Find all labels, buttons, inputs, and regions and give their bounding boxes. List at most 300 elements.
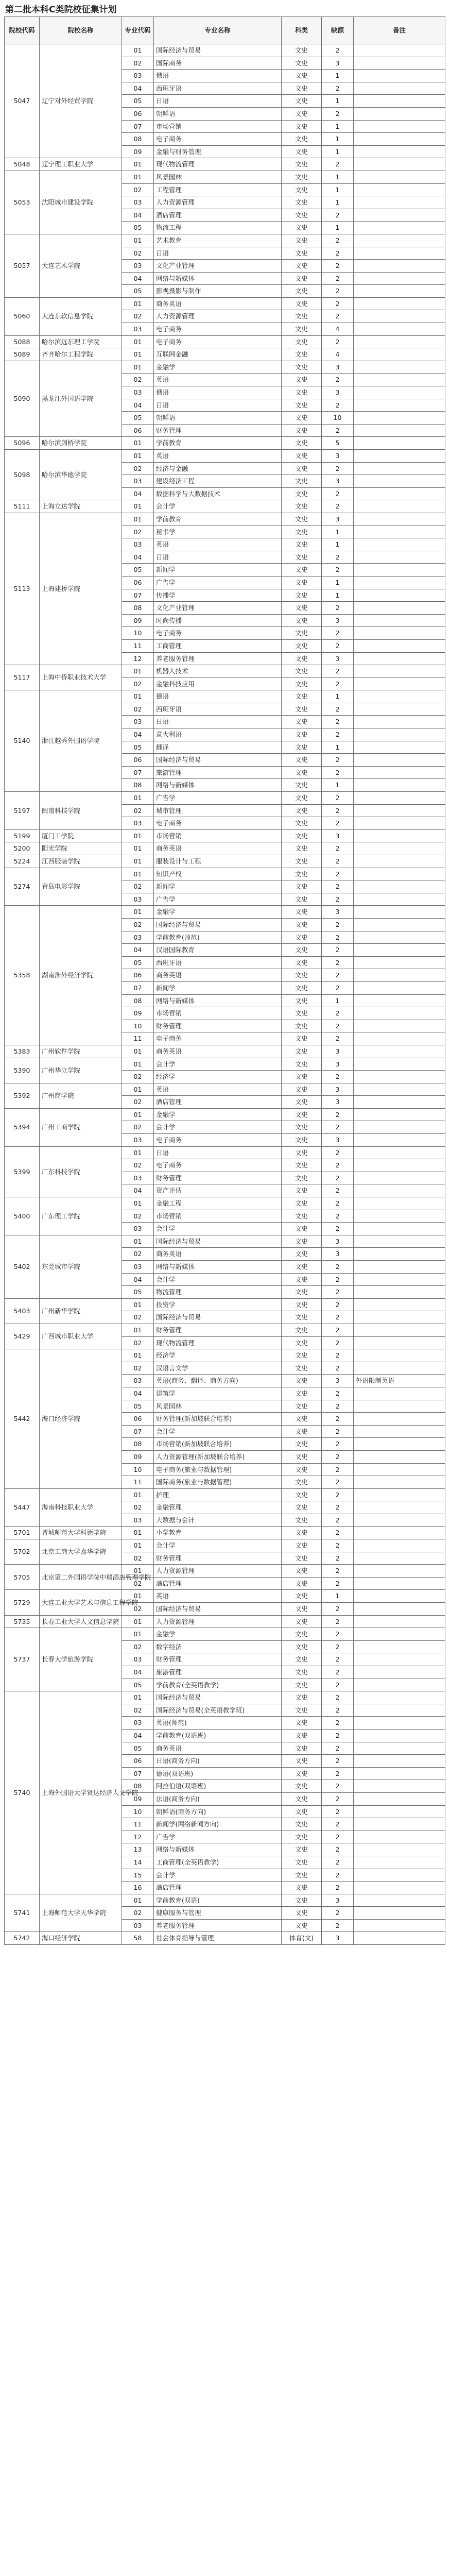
major-name-cell: 日语 — [154, 716, 282, 728]
vacancy-cell: 2 — [322, 918, 354, 931]
category-cell: 文史 — [282, 120, 322, 133]
major-code-cell: 07 — [122, 589, 154, 602]
table-row — [5, 297, 445, 310]
note-cell — [354, 1653, 445, 1666]
major-code-cell: 06 — [122, 576, 154, 589]
vacancy-cell: 2 — [322, 703, 354, 716]
major-code-cell: 01 — [122, 690, 154, 703]
vacancy-cell: 2 — [322, 627, 354, 640]
category-cell: 文史 — [282, 1894, 322, 1907]
note-cell — [354, 1729, 445, 1742]
vacancy-cell: 2 — [322, 1425, 354, 1438]
note-cell — [354, 1286, 445, 1299]
school-name-cell: 长春大学旅游学院 — [40, 1628, 122, 1691]
note-cell — [354, 1235, 445, 1248]
vacancy-cell: 2 — [322, 1324, 354, 1336]
school-name-cell: 长春工业大学人文信息学院 — [40, 1615, 122, 1628]
note-cell — [354, 57, 445, 70]
note-cell — [354, 1717, 445, 1730]
major-code-cell: 03 — [122, 1653, 154, 1666]
school-name-cell: 辽宁对外经贸学院 — [40, 44, 122, 158]
table-row — [5, 1349, 445, 1362]
major-code-cell: 01 — [122, 1628, 154, 1641]
major-name-cell: 商务英语 — [154, 297, 282, 310]
major-code-cell: 01 — [122, 450, 154, 463]
vacancy-cell: 2 — [322, 1501, 354, 1514]
note-cell — [354, 1932, 445, 1945]
school-name-cell: 北京工商大学嘉华学院 — [40, 1539, 122, 1565]
table-row — [5, 1083, 445, 1096]
major-name-cell: 广告学 — [154, 576, 282, 589]
category-cell: 文史 — [282, 361, 322, 374]
note-cell — [354, 1907, 445, 1920]
note-cell — [354, 1552, 445, 1565]
note-cell — [354, 361, 445, 374]
note-cell — [354, 690, 445, 703]
table-row — [5, 792, 445, 805]
category-cell: 文史 — [282, 614, 322, 627]
category-cell: 文史 — [282, 1767, 322, 1780]
category-cell: 文史 — [282, 956, 322, 969]
major-name-cell: 服装设计与工程 — [154, 855, 282, 868]
vacancy-cell: 2 — [322, 880, 354, 893]
major-code-cell: 01 — [122, 842, 154, 855]
major-name-cell: 酒店管理 — [154, 1096, 282, 1109]
vacancy-cell: 1 — [322, 95, 354, 108]
vacancy-cell: 2 — [322, 677, 354, 690]
major-code-cell: 02 — [122, 1907, 154, 1920]
table-row — [5, 1298, 445, 1311]
major-code-cell: 07 — [122, 766, 154, 779]
category-cell: 文史 — [282, 297, 322, 310]
note-cell — [354, 107, 445, 120]
major-name-cell: 风景园林 — [154, 171, 282, 183]
vacancy-cell: 2 — [322, 1336, 354, 1349]
major-code-cell: 01 — [122, 1539, 154, 1552]
note-cell — [354, 374, 445, 386]
major-name-cell: 德语 — [154, 690, 282, 703]
major-code-cell: 12 — [122, 652, 154, 665]
category-cell: 文史 — [282, 260, 322, 273]
note-cell — [354, 1628, 445, 1641]
category-cell: 文史 — [282, 677, 322, 690]
table-row — [5, 1539, 445, 1552]
category-cell: 文史 — [282, 754, 322, 767]
note-cell — [354, 526, 445, 538]
note-cell — [354, 1096, 445, 1109]
note-cell — [354, 551, 445, 564]
major-code-cell: 03 — [122, 1919, 154, 1932]
note-cell — [354, 792, 445, 805]
vacancy-cell: 2 — [322, 158, 354, 171]
table-row — [5, 1488, 445, 1501]
category-cell: 文史 — [282, 1387, 322, 1400]
category-cell: 文史 — [282, 944, 322, 957]
school-name-cell: 大连艺术学院 — [40, 234, 122, 297]
vacancy-cell: 2 — [322, 1919, 354, 1932]
major-name-cell: 国际商务 — [154, 57, 282, 70]
category-cell: 文史 — [282, 1882, 322, 1894]
school-name-cell: 上海师范大学天华学院 — [40, 1894, 122, 1932]
vacancy-cell: 2 — [322, 1121, 354, 1134]
category-cell: 文史 — [282, 171, 322, 183]
major-name-cell: 人力资源管理(新加坡联合培养) — [154, 1450, 282, 1463]
note-cell — [354, 1210, 445, 1223]
note-cell — [354, 323, 445, 336]
note-cell — [354, 1298, 445, 1311]
major-code-cell: 03 — [122, 538, 154, 551]
vacancy-cell: 2 — [322, 297, 354, 310]
vacancy-cell: 5 — [322, 437, 354, 450]
note-cell — [354, 1071, 445, 1083]
note-cell — [354, 487, 445, 500]
category-cell: 文史 — [282, 1704, 322, 1717]
major-code-cell: 10 — [122, 627, 154, 640]
vacancy-cell: 2 — [322, 1767, 354, 1780]
school-name-cell: 海口经济学院 — [40, 1349, 122, 1489]
vacancy-cell: 3 — [322, 1248, 354, 1261]
vacancy-cell: 2 — [322, 551, 354, 564]
note-cell — [354, 817, 445, 830]
note-cell — [354, 1223, 445, 1235]
major-code-cell: 03 — [122, 1134, 154, 1147]
major-code-cell: 11 — [122, 1032, 154, 1045]
major-code-cell: 01 — [122, 513, 154, 526]
school-name-cell: 辽宁理工职业大学 — [40, 158, 122, 171]
category-cell: 文史 — [282, 1197, 322, 1210]
vacancy-cell: 3 — [322, 57, 354, 70]
major-name-cell: 数据科学与大数据技术 — [154, 487, 282, 500]
major-name-cell: 电子商务 — [154, 627, 282, 640]
note-cell — [354, 1045, 445, 1058]
major-name-cell: 护理 — [154, 1488, 282, 1501]
school-name-cell: 沈阳城市建设学院 — [40, 171, 122, 234]
note-cell — [354, 158, 445, 171]
vacancy-cell: 1 — [322, 526, 354, 538]
vacancy-cell: 2 — [322, 792, 354, 805]
major-name-cell: 现代物流管理 — [154, 1336, 282, 1349]
school-name-cell: 哈尔滨华德学院 — [40, 450, 122, 500]
school-code-cell: 5200 — [5, 842, 40, 855]
major-code-cell: 02 — [122, 526, 154, 538]
school-code-cell: 5274 — [5, 868, 40, 906]
major-code-cell: 01 — [122, 1894, 154, 1907]
category-cell: 文史 — [282, 437, 322, 450]
vacancy-cell: 2 — [322, 1831, 354, 1843]
note-cell — [354, 1438, 445, 1451]
major-name-cell: 会计学 — [154, 1058, 282, 1071]
major-code-cell: 09 — [122, 1450, 154, 1463]
vacancy-cell: 2 — [322, 665, 354, 678]
major-code-cell: 05 — [122, 1400, 154, 1413]
note-cell — [354, 1362, 445, 1375]
major-name-cell: 新闻学 — [154, 564, 282, 577]
major-name-cell: 日语 — [154, 399, 282, 412]
school-code-cell: 5199 — [5, 829, 40, 842]
major-name-cell: 会计学 — [154, 1121, 282, 1134]
category-cell: 文史 — [282, 222, 322, 234]
category-cell: 文史 — [282, 1248, 322, 1261]
vacancy-cell: 2 — [322, 1818, 354, 1831]
vacancy-cell: 2 — [322, 766, 354, 779]
major-code-cell: 05 — [122, 1742, 154, 1755]
major-code-cell: 01 — [122, 1349, 154, 1362]
category-cell: 文史 — [282, 1261, 322, 1274]
category-cell: 文史 — [282, 1096, 322, 1109]
major-name-cell: 电子商务 — [154, 1159, 282, 1172]
note-cell — [354, 1691, 445, 1704]
note-cell — [354, 956, 445, 969]
note-cell — [354, 348, 445, 361]
major-code-cell: 02 — [122, 1096, 154, 1109]
vacancy-cell: 1 — [322, 183, 354, 196]
note-cell — [354, 145, 445, 158]
vacancy-cell: 3 — [322, 829, 354, 842]
table-row — [5, 171, 445, 183]
table-row — [5, 44, 445, 57]
major-name-cell: 广告学 — [154, 1831, 282, 1843]
note-cell — [354, 1603, 445, 1616]
vacancy-cell: 2 — [322, 1032, 354, 1045]
major-name-cell: 日语 — [154, 551, 282, 564]
major-code-cell: 01 — [122, 500, 154, 513]
school-name-cell: 广州工商学院 — [40, 1108, 122, 1146]
school-code-cell: 5197 — [5, 792, 40, 830]
table-row — [5, 842, 445, 855]
vacancy-cell: 2 — [322, 564, 354, 577]
category-cell: 文史 — [282, 335, 322, 348]
school-code-cell: 5442 — [5, 1349, 40, 1489]
table-row — [5, 450, 445, 463]
vacancy-cell: 3 — [322, 450, 354, 463]
major-name-cell: 电子商务 — [154, 817, 282, 830]
note-cell — [354, 183, 445, 196]
vacancy-cell: 2 — [322, 1653, 354, 1666]
vacancy-cell: 2 — [322, 1640, 354, 1653]
school-name-cell: 齐齐哈尔工程学院 — [40, 348, 122, 361]
school-name-cell: 海口经济学院 — [40, 1932, 122, 1945]
vacancy-cell: 2 — [322, 1666, 354, 1679]
header-major-name: 专业名称 — [154, 17, 282, 44]
major-name-cell: 会计学 — [154, 1539, 282, 1552]
vacancy-cell: 2 — [322, 817, 354, 830]
school-code-cell: 5090 — [5, 361, 40, 437]
note-cell — [354, 677, 445, 690]
major-name-cell: 英语 — [154, 450, 282, 463]
major-code-cell: 04 — [122, 728, 154, 741]
category-cell: 文史 — [282, 1311, 322, 1324]
major-name-cell: 电子商务 — [154, 323, 282, 336]
category-cell: 文史 — [282, 1108, 322, 1121]
category-cell: 文史 — [282, 386, 322, 399]
table-row — [5, 1045, 445, 1058]
category-cell: 文史 — [282, 1032, 322, 1045]
vacancy-cell: 2 — [322, 956, 354, 969]
school-code-cell: 5113 — [5, 513, 40, 665]
vacancy-cell: 1 — [322, 779, 354, 792]
category-cell: 文史 — [282, 1286, 322, 1299]
vacancy-cell: 2 — [322, 1197, 354, 1210]
vacancy-cell: 2 — [322, 1603, 354, 1616]
major-name-cell: 人力资源管理 — [154, 310, 282, 323]
vacancy-cell: 2 — [322, 1020, 354, 1032]
major-name-cell: 国际经济与贸易 — [154, 918, 282, 931]
category-cell: 文史 — [282, 475, 322, 488]
vacancy-cell: 3 — [322, 1096, 354, 1109]
vacancy-cell: 2 — [322, 969, 354, 982]
major-code-cell: 01 — [122, 1146, 154, 1159]
major-name-cell: 学前教育(全英语教学) — [154, 1679, 282, 1691]
vacancy-cell: 3 — [322, 1134, 354, 1147]
vacancy-cell: 2 — [322, 944, 354, 957]
note-cell — [354, 500, 445, 513]
major-name-cell: 知识产权 — [154, 868, 282, 880]
note-cell — [354, 829, 445, 842]
major-name-cell: 风景园林 — [154, 1400, 282, 1413]
major-code-cell: 05 — [122, 956, 154, 969]
table-row — [5, 158, 445, 171]
note-cell — [354, 70, 445, 82]
category-cell: 文史 — [282, 462, 322, 475]
major-name-cell: 金融学 — [154, 1108, 282, 1121]
major-name-cell: 金融学 — [154, 361, 282, 374]
vacancy-cell: 2 — [322, 1907, 354, 1920]
major-name-cell: 金融科技应用 — [154, 677, 282, 690]
vacancy-cell: 2 — [322, 1476, 354, 1489]
note-cell — [354, 1742, 445, 1755]
category-cell: 文史 — [282, 981, 322, 994]
category-cell: 文史 — [282, 487, 322, 500]
note-cell — [354, 462, 445, 475]
major-code-cell: 05 — [122, 1286, 154, 1299]
school-code-cell: 5394 — [5, 1108, 40, 1146]
major-name-cell: 财务管理 — [154, 1653, 282, 1666]
note-cell — [354, 335, 445, 348]
vacancy-cell: 2 — [322, 639, 354, 652]
major-name-cell: 财务管理 — [154, 424, 282, 437]
category-cell: 文史 — [282, 158, 322, 171]
major-code-cell: 01 — [122, 44, 154, 57]
table-row — [5, 690, 445, 703]
major-name-cell: 建筑学 — [154, 1387, 282, 1400]
major-code-cell: 10 — [122, 1463, 154, 1476]
category-cell: 文史 — [282, 133, 322, 146]
note-cell — [354, 310, 445, 323]
note-cell — [354, 1007, 445, 1020]
vacancy-cell: 1 — [322, 222, 354, 234]
note-cell — [354, 513, 445, 526]
major-code-cell: 06 — [122, 1755, 154, 1768]
header-school-name: 院校名称 — [40, 17, 122, 44]
vacancy-cell: 2 — [322, 1387, 354, 1400]
category-cell: 文史 — [282, 1628, 322, 1641]
note-cell — [354, 614, 445, 627]
major-name-cell: 学前教育(双语) — [154, 1894, 282, 1907]
note-cell — [354, 842, 445, 855]
major-name-cell: 市场营销(新加坡联合培养) — [154, 1438, 282, 1451]
major-name-cell: 工程管理 — [154, 183, 282, 196]
school-name-cell: 广州软件学院 — [40, 1045, 122, 1058]
major-name-cell: 金融学 — [154, 1628, 282, 1641]
major-code-cell: 03 — [122, 475, 154, 488]
vacancy-cell: 3 — [322, 614, 354, 627]
major-code-cell: 01 — [122, 158, 154, 171]
vacancy-cell: 2 — [322, 500, 354, 513]
major-name-cell: 俄语 — [154, 70, 282, 82]
note-cell — [354, 1780, 445, 1793]
note-cell — [354, 918, 445, 931]
major-code-cell: 08 — [122, 133, 154, 146]
category-cell: 文史 — [282, 1184, 322, 1197]
note-cell — [354, 247, 445, 260]
major-name-cell: 城市管理 — [154, 804, 282, 817]
major-name-cell: 学前教育 — [154, 437, 282, 450]
category-cell: 文史 — [282, 145, 322, 158]
category-cell: 文史 — [282, 1210, 322, 1223]
note-cell — [354, 209, 445, 222]
vacancy-cell: 1 — [322, 994, 354, 1007]
school-code-cell: 5737 — [5, 1628, 40, 1691]
category-cell: 文史 — [282, 374, 322, 386]
major-code-cell: 04 — [122, 551, 154, 564]
major-name-cell: 健康服务与管理 — [154, 1907, 282, 1920]
category-cell: 文史 — [282, 44, 322, 57]
vacancy-cell: 2 — [322, 1273, 354, 1286]
school-code-cell: 5098 — [5, 450, 40, 500]
note-cell — [354, 1792, 445, 1805]
vacancy-cell: 2 — [322, 754, 354, 767]
vacancy-cell: 2 — [322, 1286, 354, 1299]
note-cell — [354, 944, 445, 957]
school-name-cell: 上海立达学院 — [40, 500, 122, 513]
major-name-cell: 经济学 — [154, 1071, 282, 1083]
major-name-cell: 电子商务 — [154, 335, 282, 348]
category-cell: 文史 — [282, 817, 322, 830]
note-cell — [354, 285, 445, 298]
category-cell: 文史 — [282, 107, 322, 120]
vacancy-cell: 2 — [322, 1792, 354, 1805]
vacancy-cell: 2 — [322, 310, 354, 323]
note-cell — [354, 1450, 445, 1463]
major-name-cell: 西班牙语 — [154, 703, 282, 716]
note-cell — [354, 1146, 445, 1159]
major-code-cell: 03 — [122, 386, 154, 399]
major-code-cell: 03 — [122, 1375, 154, 1387]
category-cell: 文史 — [282, 969, 322, 982]
major-name-cell: 会计学 — [154, 1223, 282, 1235]
school-name-cell: 广州华立学院 — [40, 1058, 122, 1083]
note-cell — [354, 564, 445, 577]
major-name-cell: 俄语 — [154, 386, 282, 399]
note-cell — [354, 639, 445, 652]
major-code-cell: 02 — [122, 1311, 154, 1324]
vacancy-cell: 2 — [322, 1577, 354, 1590]
major-code-cell: 07 — [122, 981, 154, 994]
vacancy-cell: 3 — [322, 361, 354, 374]
major-name-cell: 德语(双语班) — [154, 1767, 282, 1780]
school-code-cell: 5729 — [5, 1590, 40, 1615]
category-cell: 文史 — [282, 1450, 322, 1463]
major-code-cell: 03 — [122, 70, 154, 82]
note-cell — [354, 1590, 445, 1603]
school-code-cell: 5060 — [5, 297, 40, 335]
major-name-cell: 资产评估 — [154, 1184, 282, 1197]
vacancy-cell: 1 — [322, 1590, 354, 1603]
school-name-cell: 海南科技职业大学 — [40, 1488, 122, 1527]
major-name-cell: 人力资源管理 — [154, 196, 282, 209]
major-name-cell: 日语 — [154, 1146, 282, 1159]
major-code-cell: 08 — [122, 1780, 154, 1793]
